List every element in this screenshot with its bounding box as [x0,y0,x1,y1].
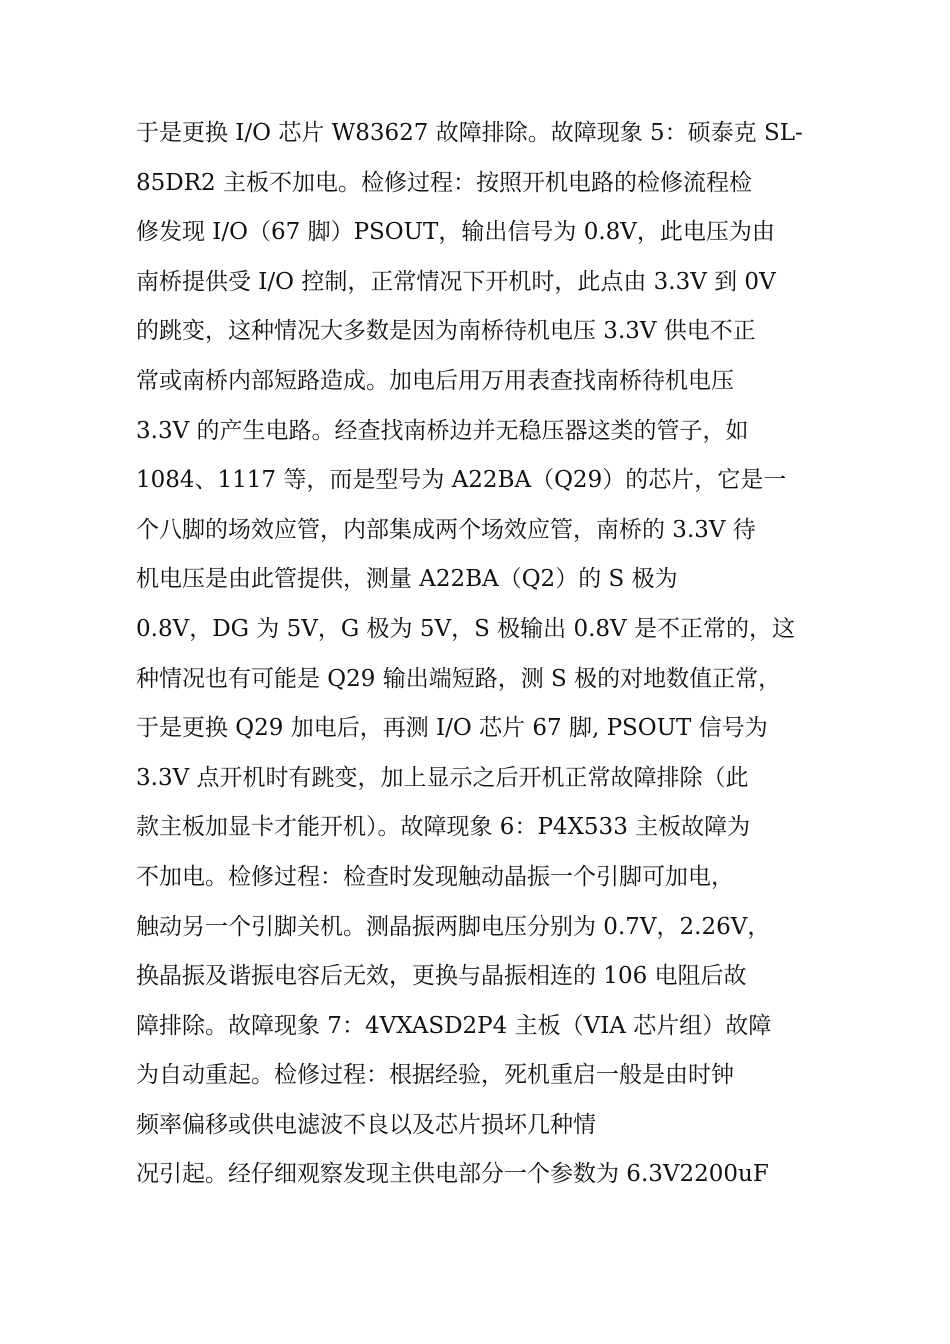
text-line: 修发现 I/O（67 脚）PSOUT，输出信号为 0.8V，此电压为由 [136,219,775,246]
text-line: 为自动重起。检修过程：根据经验，死机重启一般是由时钟 [136,1062,734,1089]
text-line: 个八脚的场效应管，内部集成两个场效应管，南桥的 3.3V 待 [136,516,756,543]
text-line: 于是更换 I/O 芯片 W83627 故障排除。故障现象 5：硕泰克 SL- [136,120,803,146]
text-line: 于是更换 Q29 加电后，再测 I/O 芯片 67 脚, PSOUT 信号为 [136,715,768,742]
text-line: 款主板加显卡才能开机）。故障现象 6：P4X533 主板故障为 [136,814,751,841]
text-line: 机电压是由此管提供，测量 A22BA（Q2）的 S 极为 [136,566,678,593]
text-line: 常或南桥内部短路造成。加电后用万用表查找南桥待机电压 [136,367,734,394]
text-line: 种情况也有可能是 Q29 输出端短路，测 S 极的对地数值正常， [136,665,782,692]
text-line: 频率偏移或供电滤波不良以及芯片损坏几种情 [136,1111,596,1138]
text-line: 85DR2 主板不加电。检修过程：按照开机电路的检修流程检 [136,169,752,196]
text-line: 况引起。经仔细观察发现主供电部分一个参数为 6.3V2200uF [136,1161,769,1188]
text-line: 3.3V 点开机时有跳变，加上显示之后开机正常故障排除（此 [136,764,749,791]
text-line: 不加电。检修过程：检查时发现触动晶振一个引脚可加电， [136,863,734,890]
text-line: 换晶振及谐振电容后无效，更换与晶振相连的 106 电阻后故 [136,963,747,990]
text-line: 1084、1117 等，而是型号为 A22BA（Q29）的芯片，它是一 [136,467,787,494]
text-line: 南桥提供受 I/O 控制，正常情况下开机时，此点由 3.3V 到 0V [136,268,776,295]
text-line: 0.8V，DG 为 5V，G 极为 5V，S 极输出 0.8V 是不正常的，这 [136,615,795,642]
text-line: 触动另一个引脚关机。测晶振两脚电压分别为 0.7V，2.26V， [136,913,771,940]
text-line: 的跳变，这种情况大多数是因为南桥待机电压 3.3V 供电不正 [136,318,756,345]
body-text [136,109,836,1200]
text-line: 3.3V 的产生电路。经查找南桥边并无稳压器这类的管子，如 [136,417,749,444]
text-line: 障排除。故障现象 7：4VXASD2P4 主板（VIA 芯片组）故障 [136,1012,772,1039]
